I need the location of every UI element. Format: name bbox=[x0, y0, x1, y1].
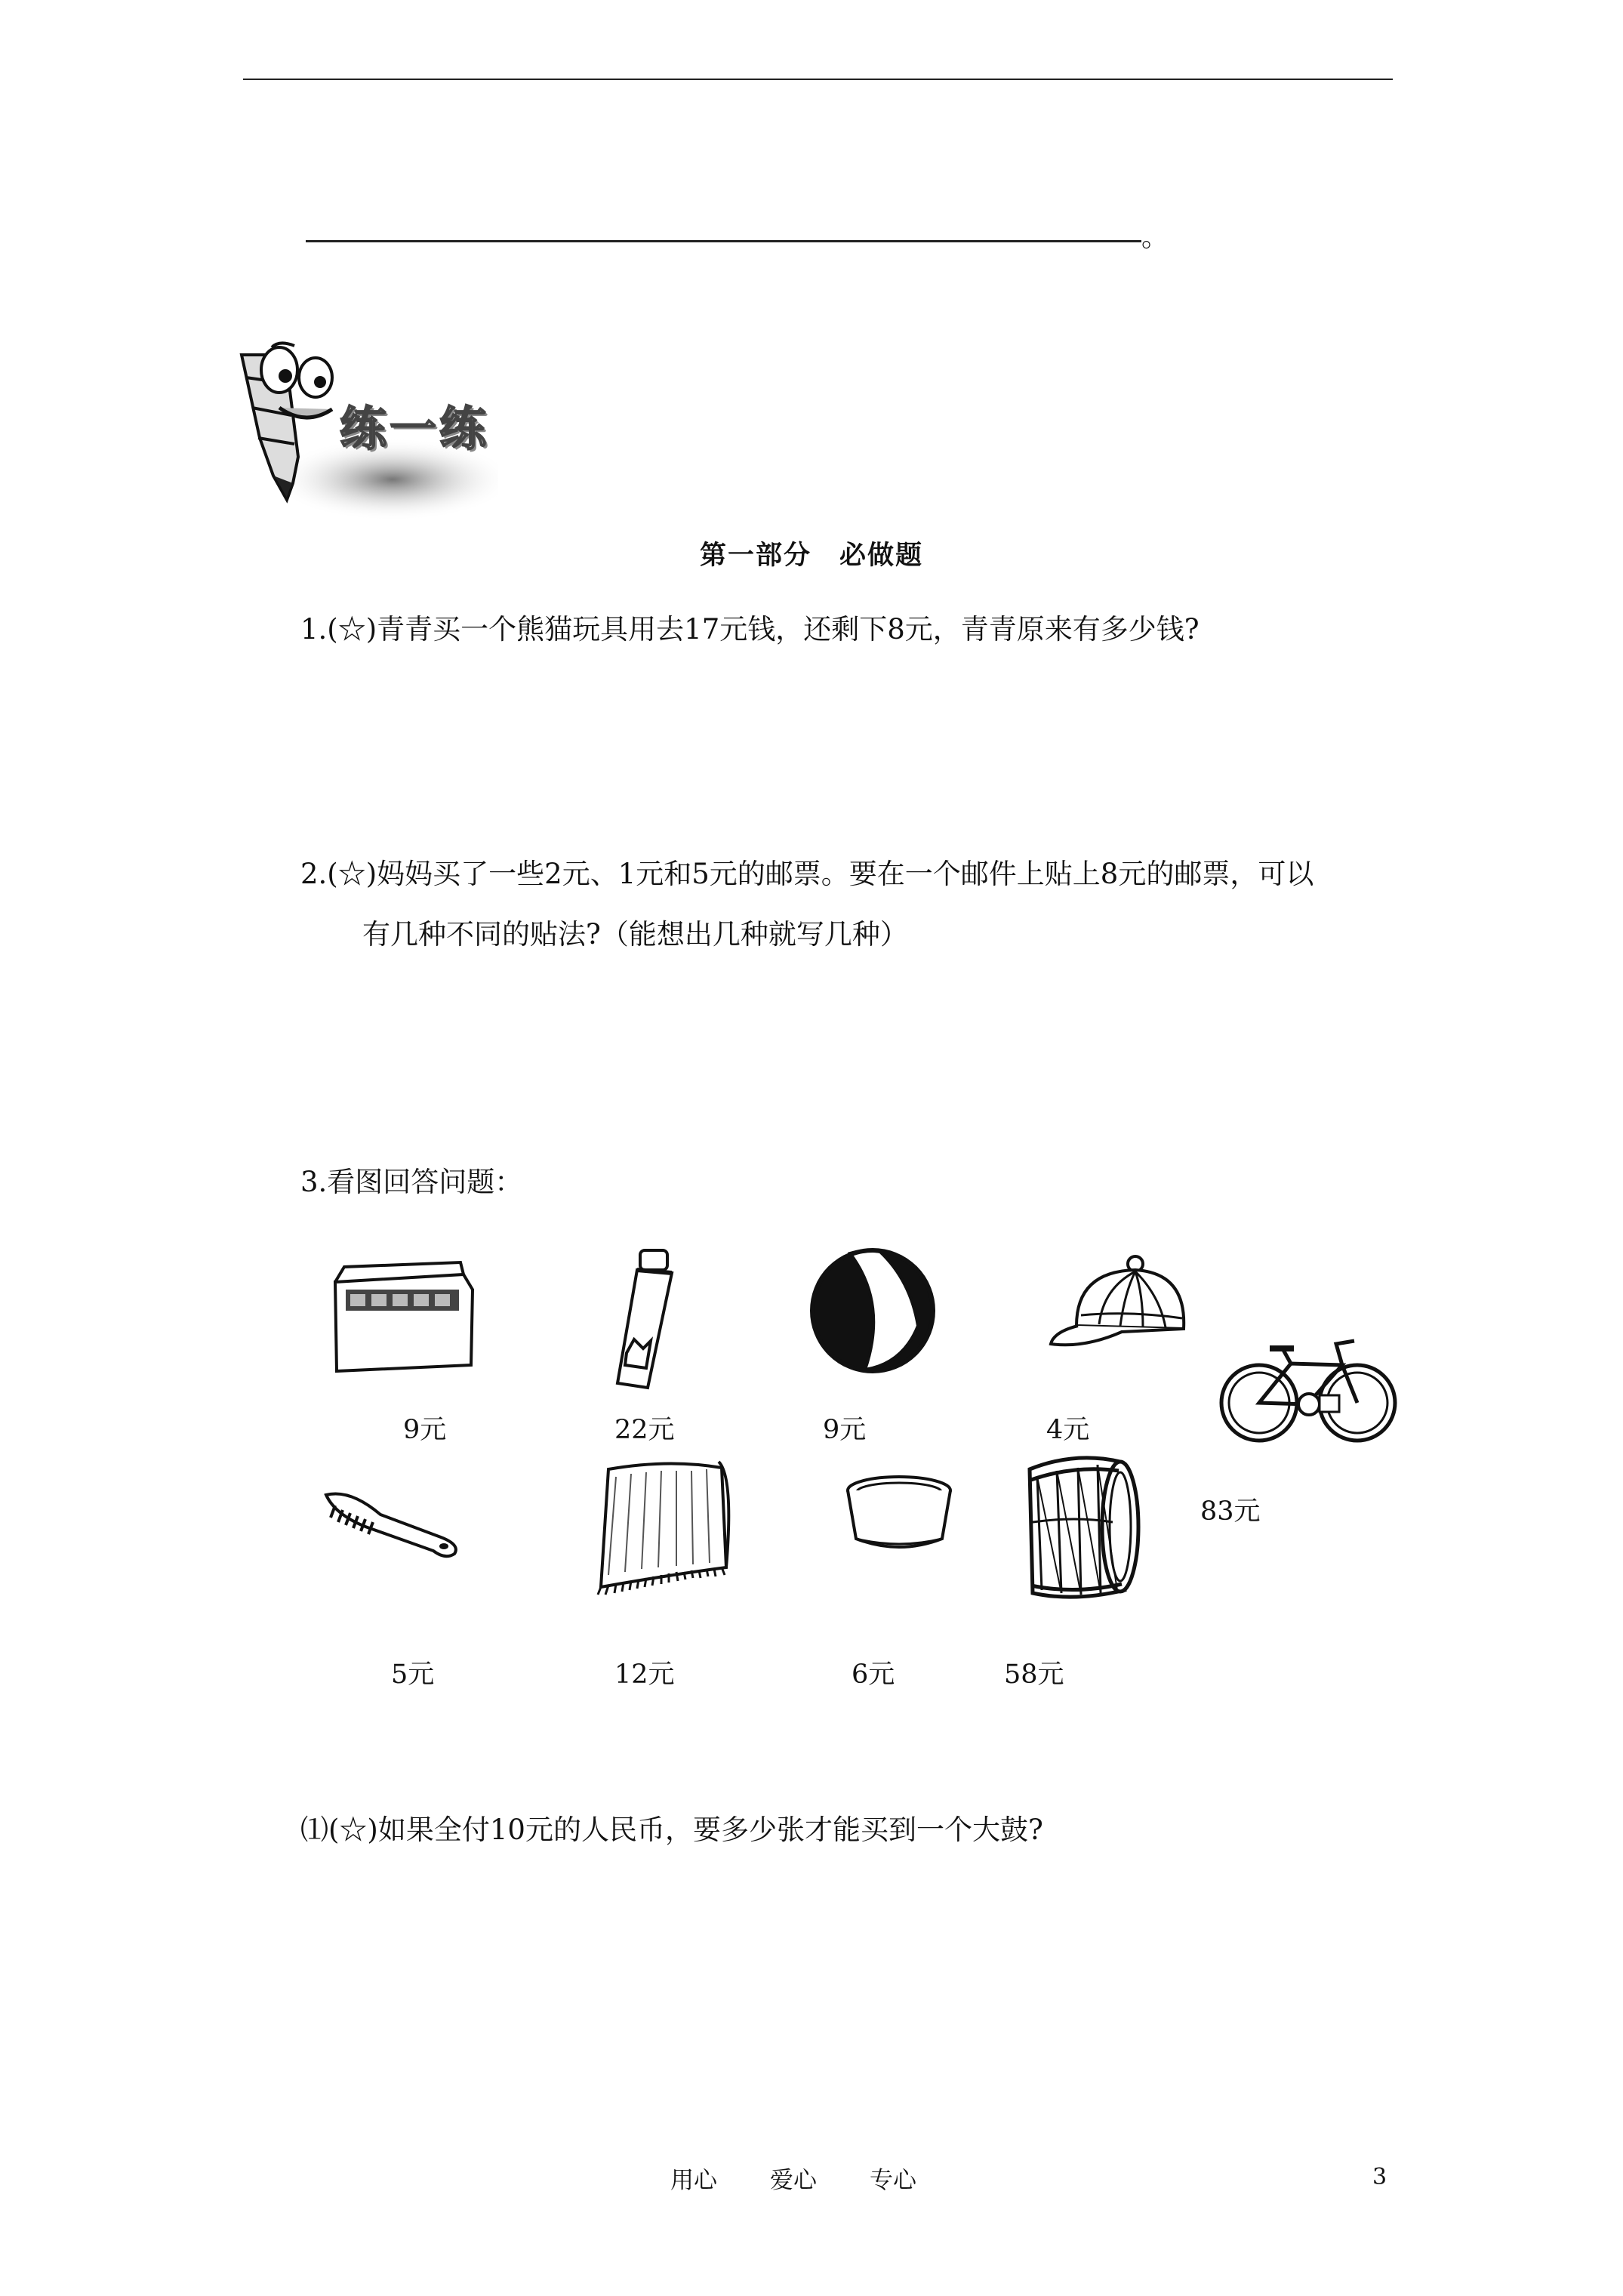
answer-line bbox=[306, 240, 1141, 242]
footer-middle: 爱心 bbox=[770, 2167, 817, 2194]
item-basin bbox=[842, 1474, 956, 1560]
item-crayon-box bbox=[328, 1259, 479, 1377]
bicycle-icon bbox=[1215, 1335, 1404, 1448]
price-crayon-box: 9元 bbox=[403, 1415, 447, 1445]
item-comb bbox=[320, 1484, 463, 1563]
section-title: 第一部分 必做题 bbox=[699, 540, 923, 571]
price-thermos: 22元 bbox=[614, 1415, 675, 1445]
question-2-line-2: 有几种不同的贴法?（能想出几种就写几种） bbox=[362, 918, 908, 951]
footer-right: 专心 bbox=[870, 2167, 916, 2194]
footer-left: 用心 bbox=[670, 2167, 717, 2194]
question-2-line-1: 2.(☆)妈妈买了一些2元、1元和5元的邮票。要在一个邮件上贴上8元的邮票，可以 bbox=[300, 858, 1314, 890]
question-3: 3.看图回答问题： bbox=[300, 1166, 523, 1198]
answer-end-mark: 。 bbox=[1141, 222, 1169, 253]
item-bicycle bbox=[1215, 1335, 1404, 1451]
price-bicycle: 83元 bbox=[1200, 1496, 1261, 1527]
cap-icon bbox=[1046, 1250, 1190, 1356]
item-ball bbox=[805, 1243, 941, 1382]
price-ball: 9元 bbox=[823, 1415, 867, 1445]
price-basin: 6元 bbox=[852, 1660, 895, 1690]
price-drum: 58元 bbox=[1004, 1660, 1064, 1690]
item-towel bbox=[586, 1454, 737, 1601]
item-drum bbox=[1015, 1447, 1150, 1608]
practice-banner bbox=[226, 325, 498, 521]
question-3-1: ⑴(☆)如果全付10元的人民币，要多少张才能买到一个大鼓? bbox=[300, 1814, 1043, 1846]
drum-icon bbox=[1015, 1447, 1150, 1605]
price-comb: 5元 bbox=[391, 1660, 435, 1690]
price-cap: 4元 bbox=[1046, 1415, 1090, 1445]
item-thermos bbox=[604, 1247, 694, 1401]
banner-title: 练一练 bbox=[340, 401, 490, 456]
crayon-box-icon bbox=[328, 1259, 479, 1374]
header-rule bbox=[243, 79, 1393, 80]
item-cap bbox=[1046, 1250, 1190, 1359]
question-1: 1.(☆)青青买一个熊猫玩具用去17元钱，还剩下8元，青青原来有多少钱? bbox=[300, 613, 1200, 646]
towel-icon bbox=[586, 1454, 737, 1598]
basin-icon bbox=[842, 1474, 956, 1557]
ball-icon bbox=[805, 1243, 941, 1379]
thermos-icon bbox=[604, 1247, 694, 1398]
price-towel: 12元 bbox=[614, 1660, 675, 1690]
comb-icon bbox=[320, 1484, 463, 1560]
page-number: 3 bbox=[1372, 2164, 1387, 2190]
